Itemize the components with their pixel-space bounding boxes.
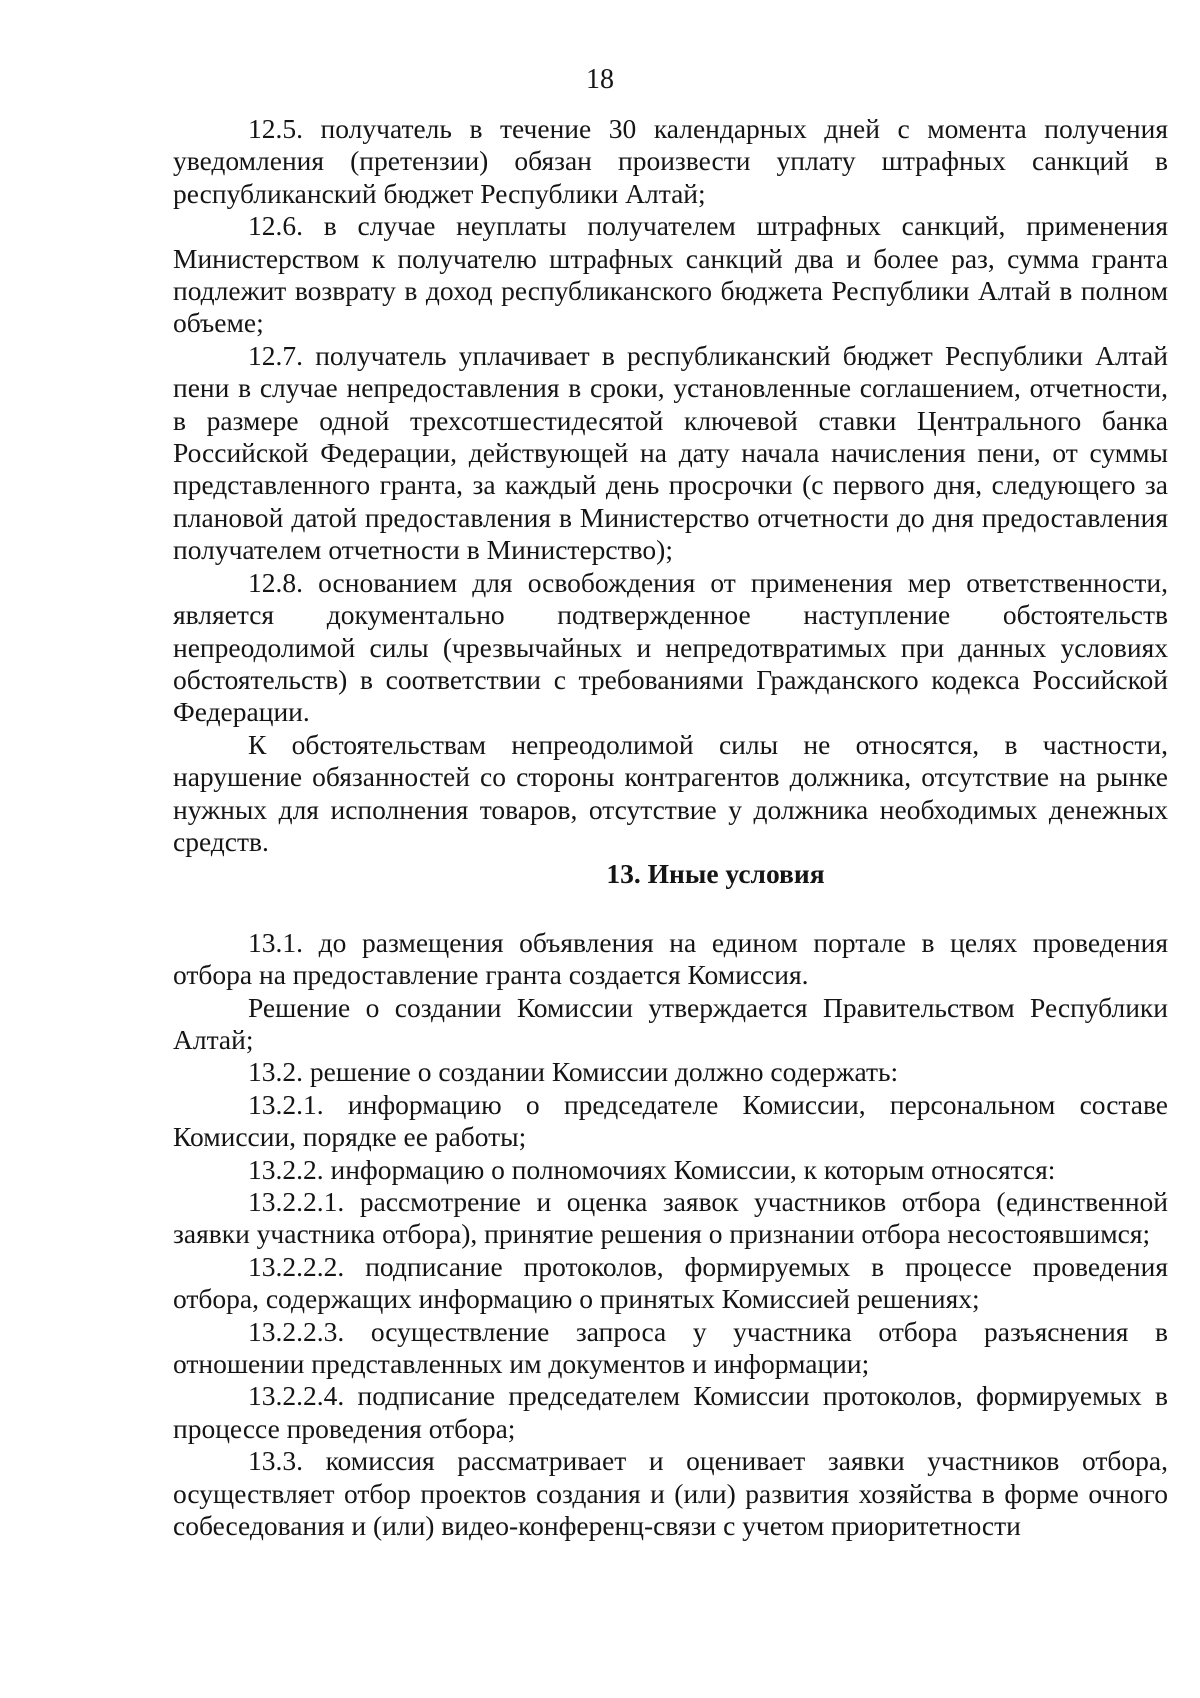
paragraph-13-2-2-4: 13.2.2.4. подписание председателем Комиссии протоколов, формируемых в процессе проведения отбора; <box>173 1380 1168 1444</box>
paragraph-13-2-2: 13.2.2. информацию о полномочиях Комиссии, к которым относятся: <box>248 1153 1056 1185</box>
paragraph-13-2: 13.2. решение о создании Комиссии должно содержать: <box>248 1056 899 1088</box>
paragraph-13-1: 13.1. до размещения объявления на едином портале в целях проведения отбора на предоставление гранта создается Комиссия. <box>173 926 1168 991</box>
section-heading: 13. Иные условия <box>606 858 825 890</box>
paragraph-12-8: 12.8. основанием для освобождения от применения мер ответственности, является документально подтвержденное наступление обстоятельств непреодолимой силы (чрезвычайных и непредотвратимых при данных условиях обстоятельств) в соответствии с требованиями Гражданского кодекса Российской Федерации. <box>173 566 1168 728</box>
paragraph-13-2-2-2: 13.2.2.2. подписание протоколов, формируемых в процессе проведения отбора, содержащих информацию о принятых Комиссией решениях; <box>173 1250 1168 1315</box>
paragraph-13-2-2-1: 13.2.2.1. рассмотрение и оценка заявок участников отбора (единственной заявки участника отбора), принятие решения о признании отбора несостоявшимся; <box>173 1186 1168 1250</box>
paragraph-commission-decision: Решение о создании Комиссии утверждается Правительством Республики Алтай; <box>173 991 1168 1055</box>
paragraph-12-6: 12.6. в случае неуплаты получателем штрафных санкций, применения Министерством к получателю штрафных санкций два и более раз, сумма гранта подлежит возврату в доход республиканского бюджета Республики Алтай в полном объеме; <box>173 210 1168 339</box>
page-number: 18 <box>586 64 614 95</box>
paragraph-13-2-2-3: 13.2.2.3. осуществление запроса у участника отбора разъяснения в отношении представленных им документов и информации; <box>173 1315 1168 1380</box>
paragraph-force-majeure: К обстоятельствам непреодолимой силы не относятся, в частности, нарушение обязанностей со стороны контрагентов должника, отсутствие на рынке нужных для исполнения товаров, отсутствие у должника необходимых денежных средств. <box>173 728 1168 857</box>
paragraph-13-2-1: 13.2.1. информацию о председателе Комиссии, персональном составе Комиссии, порядке ее работы; <box>173 1088 1168 1153</box>
paragraph-12-7: 12.7. получатель уплачивает в республиканский бюджет Республики Алтай пени в случае непредоставления в сроки, установленные соглашением, отчетности, в размере одной трехсотшестидесятой ключевой ставки Центрального банка Российской Федерации, действующей на дату начала начисления пени, от суммы представленного гранта, за каждый день просрочки (с первого дня, следующего за плановой датой предоставления в Министерство отчетности до дня предоставления получателем отчетности в Министерство); <box>173 339 1168 566</box>
heading-spacer <box>173 891 1168 927</box>
paragraph-13-3: 13.3. комиссия рассматривает и оценивает заявки участников отбора, осуществляет отбор проектов создания и (или) развития хозяйства в форме очного собеседования и (или) видео-конференц-связи с учетом приоритетности <box>173 1445 1168 1542</box>
document-body <box>173 113 1168 1542</box>
paragraph-12-5: 12.5. получатель в течение 30 календарных дней с момента получения уведомления (претензии) обязан произвести уплату штрафных санкций в республиканский бюджет Республики Алтай; <box>173 113 1168 209</box>
